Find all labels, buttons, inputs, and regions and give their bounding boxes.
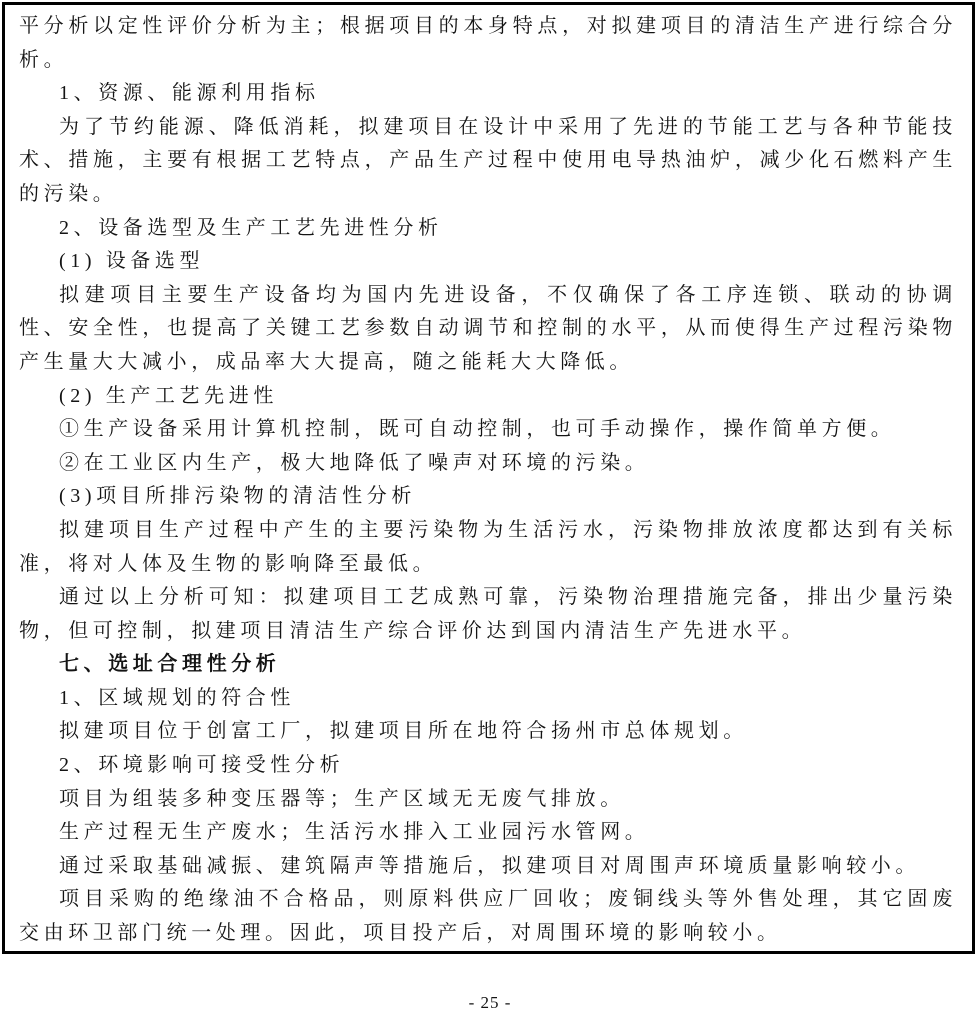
- sub-item-3-pollutant-cleanliness-heading: (3)项目所排污染物的清洁性分析: [59, 485, 416, 508]
- solid-waste-conclusion-paragraph: 项目采购的绝缘油不合格品，则原料供应厂回收；废铜线头等外售处理，其它固废交由环卫部门统一处理。因此，项目投产后，对周围环境的影响较小。: [19, 888, 957, 945]
- continuation-paragraph: 平分析以定性评价分析为主；根据项目的本身特点，对拟建项目的清洁生产进行综合分析。: [19, 15, 957, 71]
- sub-item-1-equipment-selection-heading: (1) 设备选型: [59, 250, 205, 273]
- waste-gas-paragraph: 项目为组装多种变压器等；生产区域无无废气排放。: [59, 787, 625, 810]
- circled-2-industrial-zone-paragraph: ②在工业区内生产，极大地降低了噪声对环境的污染。: [59, 451, 650, 474]
- page-body-text: [19, 10, 957, 951]
- noise-mitigation-paragraph: 通过采取基础减振、建筑隔声等措施后，拟建项目对周围声环境质量影响较小。: [59, 854, 920, 877]
- circled-1-computer-control-paragraph: ①生产设备采用计算机控制，既可自动控制，也可手动操作，操作简单方便。: [59, 418, 896, 441]
- energy-saving-paragraph: 为了节约能源、降低消耗，拟建项目在设计中采用了先进的节能工艺与各种节能技术、措施，主要有根据工艺特点，产品生产过程中使用电导热油炉，减少化石燃料产生的污染。: [19, 115, 957, 205]
- wastewater-paragraph: 生产过程无生产废水；生活污水排入工业园污水管网。: [59, 821, 650, 844]
- item-2-environmental-impact-heading: 2、环境影响可接受性分析: [59, 754, 345, 777]
- page-border-frame: [2, 2, 975, 954]
- item-1-regional-planning-heading: 1、区域规划的符合性: [59, 686, 295, 709]
- equipment-selection-paragraph: 拟建项目主要生产设备均为国内先进设备，不仅确保了各工序连锁、联动的协调性、安全性，也提高了关键工艺参数自动调节和控制的水平，从而使得生产过程污染物产生量大大减小，成品率大大提高，随之能耗大大降低。: [19, 283, 957, 373]
- sub-item-2-process-advancement-heading: (2) 生产工艺先进性: [59, 384, 278, 407]
- page-number: - 25 -: [468, 993, 512, 1012]
- item-2-equipment-process-heading: 2、设备选型及生产工艺先进性分析: [59, 216, 443, 239]
- section-7-site-analysis-heading: 七、选址合理性分析: [59, 653, 281, 676]
- item-1-resource-energy-heading: 1、资源、能源利用指标: [59, 82, 320, 105]
- cleaner-production-conclusion-paragraph: 通过以上分析可知：拟建项目工艺成熟可靠，污染物治理措施完备，排出少量污染物，但可控制，拟建项目清洁生产综合评价达到国内清洁生产先进水平。: [19, 586, 957, 642]
- pollutant-discharge-paragraph: 拟建项目生产过程中产生的主要污染物为生活污水，污染物排放浓度都达到有关标准，将对人体及生物的影响降至最低。: [19, 518, 957, 575]
- site-location-paragraph: 拟建项目位于创富工厂，拟建项目所在地符合扬州市总体规划。: [59, 720, 748, 743]
